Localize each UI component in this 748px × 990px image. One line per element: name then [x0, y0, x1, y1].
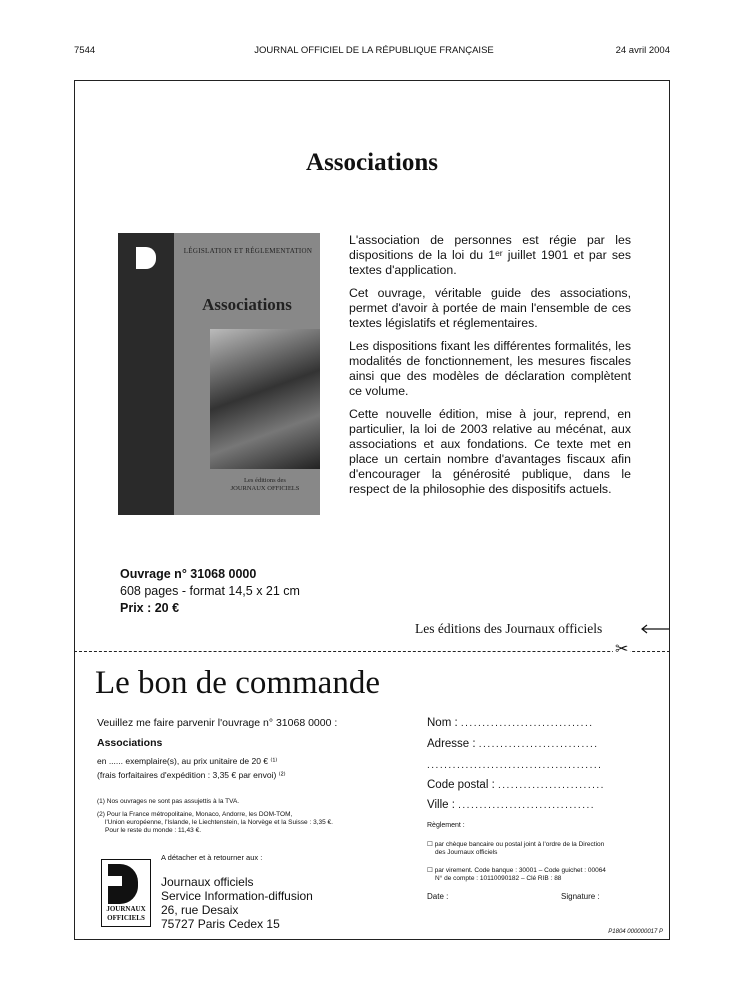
issue-date: 24 avril 2004: [615, 45, 670, 56]
footnote: l'Union européenne, l'Islande, le Liechtenstein, la Norvège et la Suisse : 3,35 €.: [105, 819, 333, 826]
payment-cheque-checkbox[interactable]: ☐ par chèque bancaire ou postal joint à l'ordre de la Direction des Journaux officiels: [427, 841, 605, 856]
footnote: Pour le reste du monde : 11,43 €.: [105, 827, 201, 834]
quantity-line: en ...... exemplaire(s), au prix unitaire de 20 € ⁽¹⁾: [97, 756, 278, 766]
paragraph: Les dispositions fixant les différentes formalités, les modalités de fonctionnement, les mesures fiscales ainsi que des modèles de déclaration complètent ce volume.: [349, 339, 631, 398]
footnote: (1) Nos ouvrages ne sont pas assujettis à la TVA.: [97, 798, 240, 805]
publisher-tagline: Les éditions des Journaux officiels: [415, 621, 603, 636]
shipping-line: (frais forfaitaires d'expédition : 3,35 € par envoi) ⁽²⁾: [97, 770, 286, 780]
cut-line: [74, 651, 670, 652]
cover-publisher: Les éditions des JOURNAUX OFFICIELS: [230, 477, 300, 492]
paragraph: Cet ouvrage, véritable guide des associations, permet d'avoir à portée de main l'ensemble de ces textes législatifs et réglementaires.: [349, 286, 631, 330]
cover-kicker: LÉGISLATION ET RÉGLEMENTATION: [183, 247, 313, 255]
signature-field[interactable]: Signature :: [561, 892, 600, 901]
address-line: 26, rue Desaix: [161, 903, 239, 917]
payment-label: Règlement :: [427, 822, 465, 829]
date-field[interactable]: Date :: [427, 892, 449, 901]
ad-description: [349, 233, 631, 505]
book-cover-image: [118, 233, 320, 515]
book-price: Prix : 20 €: [120, 601, 180, 615]
payment-transfer-checkbox[interactable]: ☐ par virement. Code banque : 30001 – Code guichet : 00064 N° de compte : 10110090182 – Clé RIB : 88: [427, 867, 606, 882]
jo-logo-icon: [136, 247, 156, 269]
paragraph: Cette nouvelle édition, mise à jour, reprend, en particulier, la loi de 2003 relative au mécénat, aux associations et aux fondations. Ce texte met en place un certain nombre d'avantages fiscaux afin d'encourager la générosité publique, dans le respect de la philosophie des dispositifs actuels.: [349, 407, 631, 496]
cover-title: Associations: [202, 295, 292, 314]
scissors-icon: ✂: [615, 641, 629, 658]
running-header: JOURNAL OFFICIEL DE LA RÉPUBLIQUE FRANÇAISE: [254, 45, 494, 56]
address-field[interactable]: Adresse : ............................: [427, 738, 599, 750]
journaux-officiels-logo: JOURNAUX OFFICIELS: [101, 859, 151, 927]
ad-title: Associations: [306, 149, 438, 176]
document-code: P1804 000000017 P: [608, 929, 663, 935]
postal-code-field[interactable]: Code postal : .........................: [427, 779, 605, 791]
return-label: A détacher et à retourner aux :: [161, 853, 263, 862]
order-form-title: Le bon de commande: [95, 665, 380, 701]
book-format: 608 pages - format 14,5 x 21 cm: [120, 584, 300, 598]
book-reference: Ouvrage n° 31068 0000: [120, 567, 257, 581]
order-intro: Veuillez me faire parvenir l'ouvrage n° 31068 0000 :: [97, 717, 338, 729]
city-field[interactable]: Ville : ................................: [427, 799, 596, 811]
address-line: Service Information-diffusion: [161, 889, 313, 903]
footnote: (2) Pour la France métropolitaine, Monaco, Andorre, les DOM-TOM,: [97, 811, 293, 818]
name-field[interactable]: Nom : ...............................: [427, 717, 594, 729]
cover-photo: [210, 329, 320, 469]
address-field-line-2[interactable]: .........................................: [427, 760, 603, 771]
order-book-name: Associations: [97, 737, 163, 749]
arrow-left-icon: [639, 623, 669, 635]
advertisement-frame: [74, 80, 670, 940]
address-line: 75727 Paris Cedex 15: [161, 917, 280, 931]
paragraph: L'association de personnes est régie par les dispositions de la loi du 1ᵉʳ juillet 1901 et par ses textes d'application.: [349, 233, 631, 277]
page-number: 7544: [74, 45, 96, 56]
address-line: Journaux officiels: [161, 875, 254, 889]
